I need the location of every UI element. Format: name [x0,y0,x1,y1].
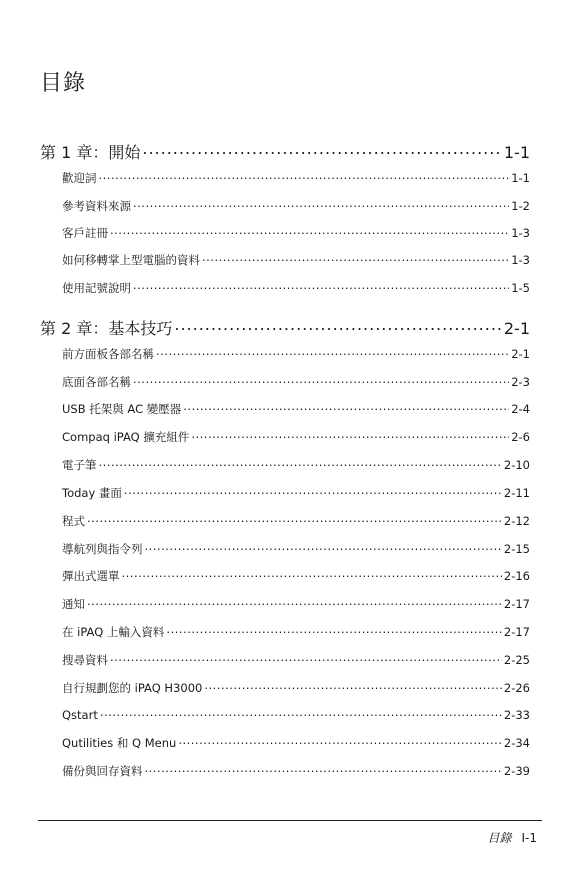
entry-label: Qstart [62,707,98,722]
dot-leader [122,569,502,581]
entry-label: 導航列與指令列 [62,542,143,556]
entry-page: 1-3 [511,226,530,240]
entry-page: 2-25 [503,653,530,667]
toc-entry[interactable] [62,652,530,668]
dot-leader [191,430,509,442]
dot-leader [178,736,502,748]
entry-label: 底面各部名稱 [62,375,131,389]
toc-entry[interactable] [62,707,530,722]
entry-label: USB 托架與 AC 變壓器 [62,402,182,416]
entry-page: 1-3 [511,253,530,267]
dot-leader [174,318,502,334]
entry-page: 2-26 [503,681,530,695]
toc-entry[interactable] [62,401,530,417]
page-title: 目錄 [40,71,87,96]
toc-entry[interactable] [62,541,530,557]
entry-label: 在 iPAQ 上輸入資料 [62,625,165,639]
entry-label: 前方面板各部名稱 [62,347,154,361]
toc-entry[interactable] [62,485,530,501]
entry-label: 電子筆 [62,458,97,472]
dot-leader [133,375,509,387]
dot-leader [202,253,509,265]
toc-entry[interactable] [62,763,530,779]
dot-leader [156,347,509,359]
toc-entry[interactable] [62,680,530,696]
toc-chapter-1[interactable] [40,140,530,163]
entry-page: 2-33 [503,707,530,722]
dot-leader [99,458,502,470]
entry-label: 通知 [62,597,85,611]
dot-leader [100,707,502,719]
toc-entry[interactable] [62,624,530,640]
entry-page: 2-15 [503,542,530,556]
toc-entry[interactable] [62,568,530,584]
dot-leader [110,653,502,665]
toc-entry[interactable] [62,252,530,268]
dot-leader [99,171,510,183]
page-footer [487,829,537,846]
entry-page: 2-10 [503,458,530,472]
chapter-page: 2-1 [503,319,530,338]
toc-entry[interactable] [62,457,530,473]
toc-entry[interactable] [62,374,530,390]
entry-label: 如何移轉掌上型電腦的資料 [62,253,200,267]
entry-label: 歡迎詞 [62,171,97,185]
entry-label: 參考資料來源 [62,199,131,213]
entry-page: 1-2 [511,199,530,213]
dot-leader [87,514,502,526]
entry-page: 2-6 [511,430,530,444]
entry-label: 自行規劃您的 iPAQ H3000 [62,681,203,695]
chapter-label: 第 1 章：開始 [40,143,141,162]
chapter-label: 第 2 章：基本技巧 [40,319,173,338]
entry-page: 2-1 [511,347,530,361]
toc-entry[interactable] [62,198,530,214]
dot-leader [145,542,502,554]
dot-leader [183,402,509,414]
footer-divider [38,820,542,821]
entry-label: Today 畫面 [62,486,122,500]
toc-entry[interactable] [62,170,530,186]
entry-page: 2-17 [503,597,530,611]
toc-entry[interactable] [62,225,530,241]
footer-section-label: 目錄 [487,831,512,845]
dot-leader [142,142,502,158]
entry-label: 客戶註冊 [62,226,108,240]
dot-leader [110,226,509,238]
entry-label: 程式 [62,514,85,528]
entry-page: 2-39 [503,764,530,778]
toc-entry[interactable] [62,596,530,612]
toc-entry[interactable] [62,429,530,445]
entry-page: 2-3 [511,375,530,389]
toc-entry[interactable] [62,346,530,362]
toc-entry[interactable] [62,280,530,296]
entry-page: 1-5 [511,281,530,295]
dot-leader [124,486,502,498]
chapter-page: 1-1 [503,143,530,162]
entry-label: Qutilities 和 Q Menu [62,736,177,750]
dot-leader [166,625,501,637]
footer-page-number: I-1 [521,831,537,845]
entry-label: 使用記號說明 [62,281,131,295]
dot-leader [133,199,509,211]
entry-page: 2-16 [503,569,530,583]
dot-leader [133,281,509,293]
entry-label: 備份與回存資料 [62,764,143,778]
dot-leader [204,681,502,693]
toc-entry[interactable] [62,735,530,751]
entry-page: 2-12 [503,514,530,528]
entry-page: 2-4 [511,402,530,416]
entry-label: Compaq iPAQ 擴充組件 [62,430,190,444]
entry-page: 1-1 [511,171,530,185]
entry-page: 2-17 [503,625,530,639]
entry-label: 搜尋資料 [62,653,108,667]
entry-page: 2-34 [503,736,530,750]
toc-chapter-2[interactable] [40,316,530,339]
dot-leader [145,764,502,776]
dot-leader [87,597,502,609]
entry-page: 2-11 [503,486,530,500]
entry-label: 彈出式選單 [62,569,120,583]
toc-entry[interactable] [62,513,530,529]
